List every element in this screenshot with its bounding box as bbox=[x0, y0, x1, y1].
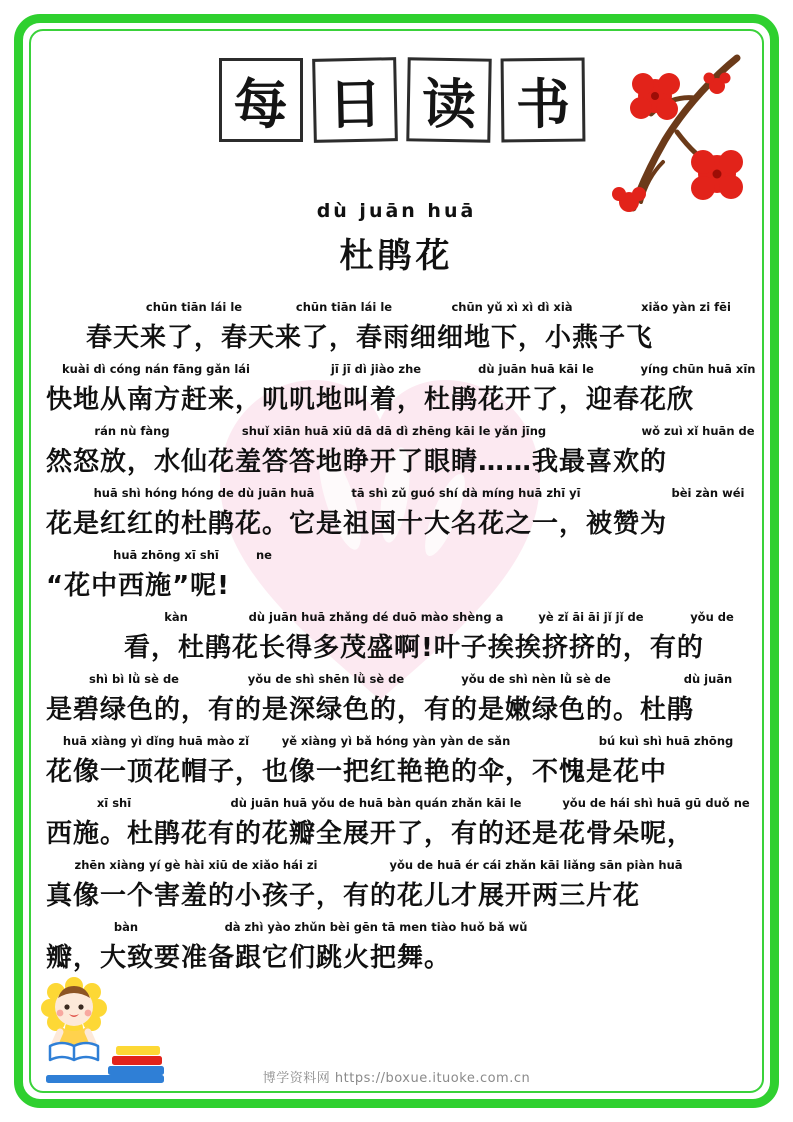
title-char-1: 每 bbox=[219, 58, 303, 142]
pinyin-token: huā shì hóng hóng de dù juān huā bbox=[93, 486, 315, 500]
pinyin-row bbox=[46, 610, 753, 628]
footer-watermark-text: 博学资料网 https://boxue.ituoke.com.cn bbox=[262, 1071, 531, 1086]
pinyin-token: bàn bbox=[113, 920, 139, 934]
pinyin-token: chūn tiān lái le bbox=[145, 300, 243, 314]
pinyin-token: xī shī bbox=[96, 796, 132, 810]
text-line bbox=[46, 796, 753, 858]
chinese-row: 真像一个害羞的小孩子，有的花儿才展开两三片花 bbox=[46, 881, 641, 911]
title-char-4: 书 bbox=[500, 58, 585, 143]
pinyin-token: jī jī dì jiào zhe bbox=[330, 362, 422, 376]
text-line bbox=[46, 734, 753, 796]
pinyin-token: wǒ zuì xǐ huān de bbox=[641, 424, 755, 438]
text-line bbox=[46, 548, 753, 610]
chinese-row: 快地从南方赶来，叽叽地叫着，杜鹃花开了，迎春花欣 bbox=[46, 385, 695, 415]
pinyin-token: kuài dì cóng nán fāng gǎn lái bbox=[61, 362, 251, 376]
pinyin-row bbox=[46, 300, 753, 318]
chinese-row: 瓣，大致要准备跟它们跳火把舞。 bbox=[46, 943, 452, 973]
pinyin-token: yǒu de hái shì huā gū duǒ ne bbox=[562, 796, 750, 810]
pinyin-token: chūn yǔ xì xì dì xià bbox=[451, 300, 573, 314]
text-line bbox=[46, 362, 756, 424]
pinyin-token: shì bì lǜ sè de bbox=[89, 672, 179, 686]
chinese-row: 西施。杜鹃花有的花瓣全展开了，有的还是花骨朵呢， bbox=[46, 819, 695, 849]
text-line bbox=[46, 920, 753, 982]
text-line bbox=[46, 424, 753, 486]
article-heading bbox=[0, 200, 793, 277]
pinyin-token: chūn tiān lái le bbox=[295, 300, 393, 314]
chinese-row: 然怒放，水仙花羞答答地睁开了眼睛……我最喜欢的 bbox=[46, 447, 668, 477]
pinyin-token: yǒu de bbox=[690, 610, 734, 624]
pinyin-token: yě xiàng yì bǎ hóng yàn yàn de sǎn bbox=[281, 734, 511, 748]
pinyin-token: rán nù fàng bbox=[94, 424, 170, 438]
pinyin-token: bú kuì shì huā zhōng bbox=[598, 734, 734, 748]
pinyin-token: huā zhōng xī shī bbox=[113, 548, 219, 562]
pinyin-token: zhēn xiàng yí gè hài xiū de xiǎo hái zi bbox=[74, 858, 318, 872]
text-line bbox=[46, 610, 753, 672]
article-body bbox=[46, 300, 756, 982]
pinyin-row bbox=[46, 734, 753, 752]
pinyin-row bbox=[46, 486, 753, 504]
text-line bbox=[46, 300, 753, 362]
pinyin-row bbox=[46, 548, 753, 566]
pinyin-token: yǒu de shì shēn lǜ sè de bbox=[247, 672, 405, 686]
pinyin-token: yǒu de huā ér cái zhǎn kāi liǎng sān piàn huā bbox=[389, 858, 683, 872]
pinyin-token: shuǐ xiān huā xiū dā dā dì zhēng kāi le yǎn jīng bbox=[241, 424, 547, 438]
article-heading-pinyin: dù juān huā bbox=[316, 200, 477, 222]
text-line bbox=[46, 672, 753, 734]
pinyin-row bbox=[46, 858, 753, 876]
pinyin-token: bèi zàn wéi bbox=[671, 486, 745, 500]
chinese-row: 是碧绿色的，有的是深绿色的，有的是嫩绿色的。杜鹃 bbox=[46, 695, 695, 725]
pinyin-token: huā xiàng yì dǐng huā mào zǐ bbox=[62, 734, 250, 748]
article-heading-chinese: 杜鹃花 bbox=[339, 236, 454, 276]
chinese-row: “花中西施”呢! bbox=[46, 571, 231, 601]
pinyin-token: dù juān bbox=[683, 672, 733, 686]
pinyin-row bbox=[46, 920, 753, 938]
pinyin-token: dà zhì yào zhǔn bèi gēn tā men tiào huǒ bǎ wǔ bbox=[224, 920, 528, 934]
chinese-row: 花是红红的杜鹃花。它是祖国十大名花之一，被赞为 bbox=[46, 509, 668, 539]
pinyin-token: tā shì zǔ guó shí dà míng huā zhī yī bbox=[351, 486, 581, 500]
pinyin-row bbox=[46, 796, 753, 814]
pinyin-token: ne bbox=[256, 548, 272, 562]
chinese-row: 看，杜鹃花长得多茂盛啊!叶子挨挨挤挤的，有的 bbox=[124, 633, 704, 663]
title-char-3: 读 bbox=[406, 57, 491, 142]
pinyin-row bbox=[46, 424, 753, 442]
text-line bbox=[46, 486, 753, 548]
pinyin-token: dù juān huā yǒu de huā bàn quán zhǎn kāi le bbox=[230, 796, 522, 810]
text-line bbox=[46, 858, 753, 920]
pinyin-token: yíng chūn huā xīn bbox=[640, 362, 756, 376]
pinyin-token: yǒu de shì nèn lǜ sè de bbox=[461, 672, 611, 686]
pinyin-token: yè zǐ āi āi jǐ jǐ de bbox=[538, 610, 644, 624]
pinyin-token: dù juān huā zhǎng dé duō mào shèng a bbox=[248, 610, 504, 624]
pinyin-token: dù juān huā kāi le bbox=[478, 362, 594, 376]
pinyin-token: xiǎo yàn zi fēi bbox=[641, 300, 731, 314]
title-char-2: 日 bbox=[312, 57, 398, 143]
chinese-row: 春天来了，春天来了，春雨细细地下，小燕子飞 bbox=[86, 323, 654, 353]
pinyin-row bbox=[46, 362, 756, 380]
chinese-row: 花像一顶花帽子，也像一把红艳艳的伞，不愧是花中 bbox=[46, 757, 668, 787]
pinyin-row bbox=[46, 672, 753, 690]
pinyin-token: kàn bbox=[164, 610, 188, 624]
